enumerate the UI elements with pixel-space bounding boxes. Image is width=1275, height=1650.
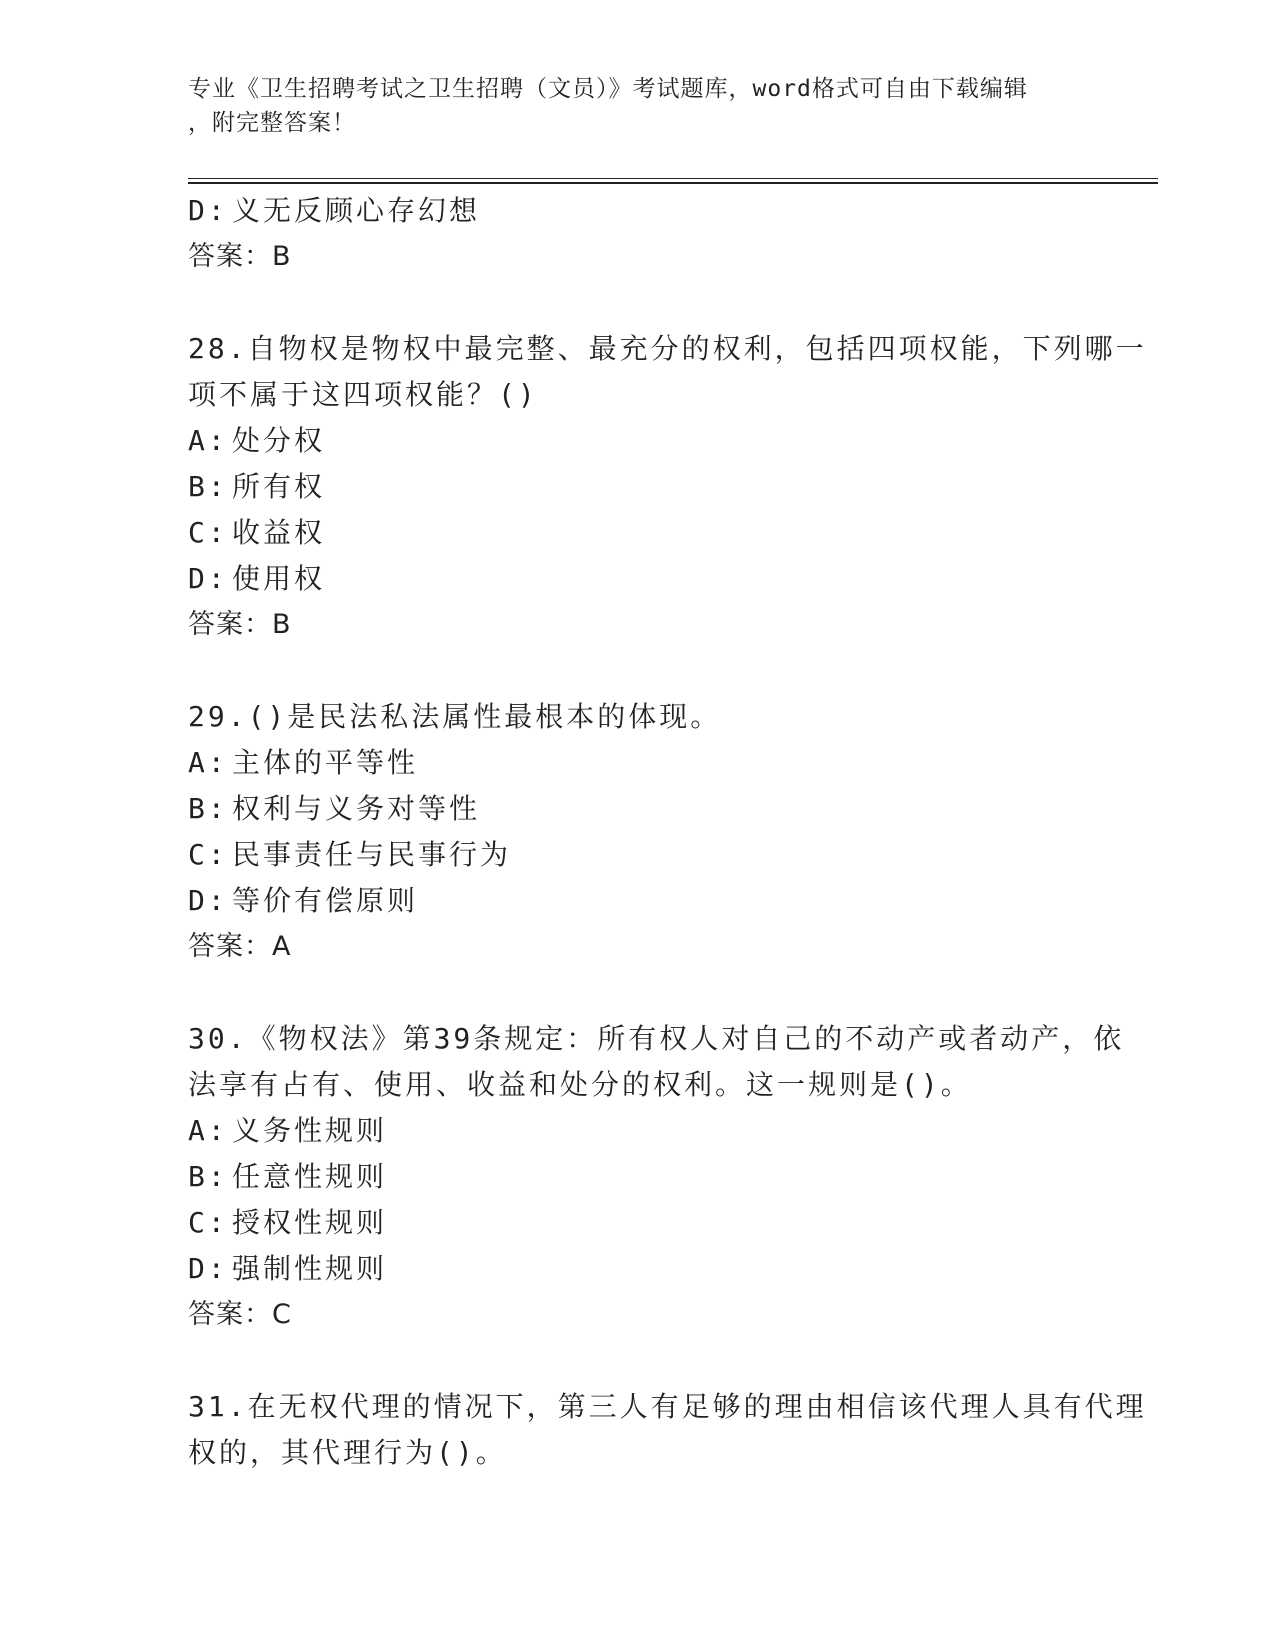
question-text: 29.()是民法私法属性最根本的体现。 [188,700,722,733]
option-text: 权利与义务对等性 [232,792,481,825]
option-text: 使用权 [232,562,326,595]
question-text: 项不属于这四项权能？() [188,378,538,411]
option-text: 授权性规则 [232,1206,388,1239]
answer-line: 答案：B [188,241,292,272]
option-a [188,418,1088,464]
option-text: 等价有偿原则 [232,884,419,917]
option-text: 主体的平等性 [232,746,419,779]
option-a [188,1108,1088,1154]
option-letter: D: [188,884,228,917]
question-text: 28.自物权是物权中最完整、最充分的权利，包括四项权能，下列哪一 [188,332,1147,365]
spacer [188,280,1088,326]
option-text: 收益权 [232,516,326,549]
option-text: 所有权 [232,470,326,503]
option-letter: D: [188,194,228,227]
option-letter: C: [188,1206,228,1239]
question-text: 30.《物权法》第39条规定：所有权人对自己的不动产或者动产，依 [188,1022,1125,1055]
option-c [188,510,1088,556]
document-header [188,72,1088,140]
option-text: 义无反顾心存幻想 [232,194,481,227]
question-text: 法享有占有、使用、收益和处分的权利。这一规则是()。 [188,1068,972,1101]
header-title-line2: ，附完整答案！ [188,110,356,136]
header-divider-thick [188,182,1158,184]
answer-line: 答案：C [188,1299,292,1330]
question-text: 权的，其代理行为()。 [188,1436,507,1469]
option-c [188,832,1088,878]
spacer [188,1338,1088,1384]
option-letter: A: [188,1114,228,1147]
question-31 [188,1384,1147,1476]
option-letter: C: [188,838,228,871]
option-text: 处分权 [232,424,326,457]
option-text: 强制性规则 [232,1252,388,1285]
option-letter: D: [188,1252,228,1285]
question-text: 31.在无权代理的情况下，第三人有足够的理由相信该代理人具有代理 [188,1390,1147,1423]
option-letter: B: [188,792,228,825]
question-29 [188,694,1088,970]
option-d [188,556,1088,602]
answer-line: 答案：B [188,609,292,640]
question-28 [188,326,1147,648]
spacer [188,648,1088,694]
answer-line: 答案：A [188,931,292,962]
option-d [188,188,1088,234]
question-30 [188,1016,1125,1338]
option-letter: B: [188,1160,228,1193]
spacer [188,970,1088,1016]
option-text: 义务性规则 [232,1114,388,1147]
option-d [188,878,1088,924]
header-title-line1: 专业《卫生招聘考试之卫生招聘（文员）》考试题库，word格式可自由下载编辑 [188,76,1028,102]
option-b [188,786,1088,832]
option-letter: C: [188,516,228,549]
question-list [188,188,1147,1476]
option-d [188,1246,1088,1292]
option-b [188,1154,1088,1200]
option-letter: D: [188,562,228,595]
option-letter: A: [188,746,228,779]
option-text: 民事责任与民事行为 [232,838,512,871]
option-a [188,740,1088,786]
option-letter: B: [188,470,228,503]
option-b [188,464,1088,510]
option-text: 任意性规则 [232,1160,388,1193]
option-letter: A: [188,424,228,457]
option-c [188,1200,1088,1246]
header-divider-thin [188,178,1158,179]
